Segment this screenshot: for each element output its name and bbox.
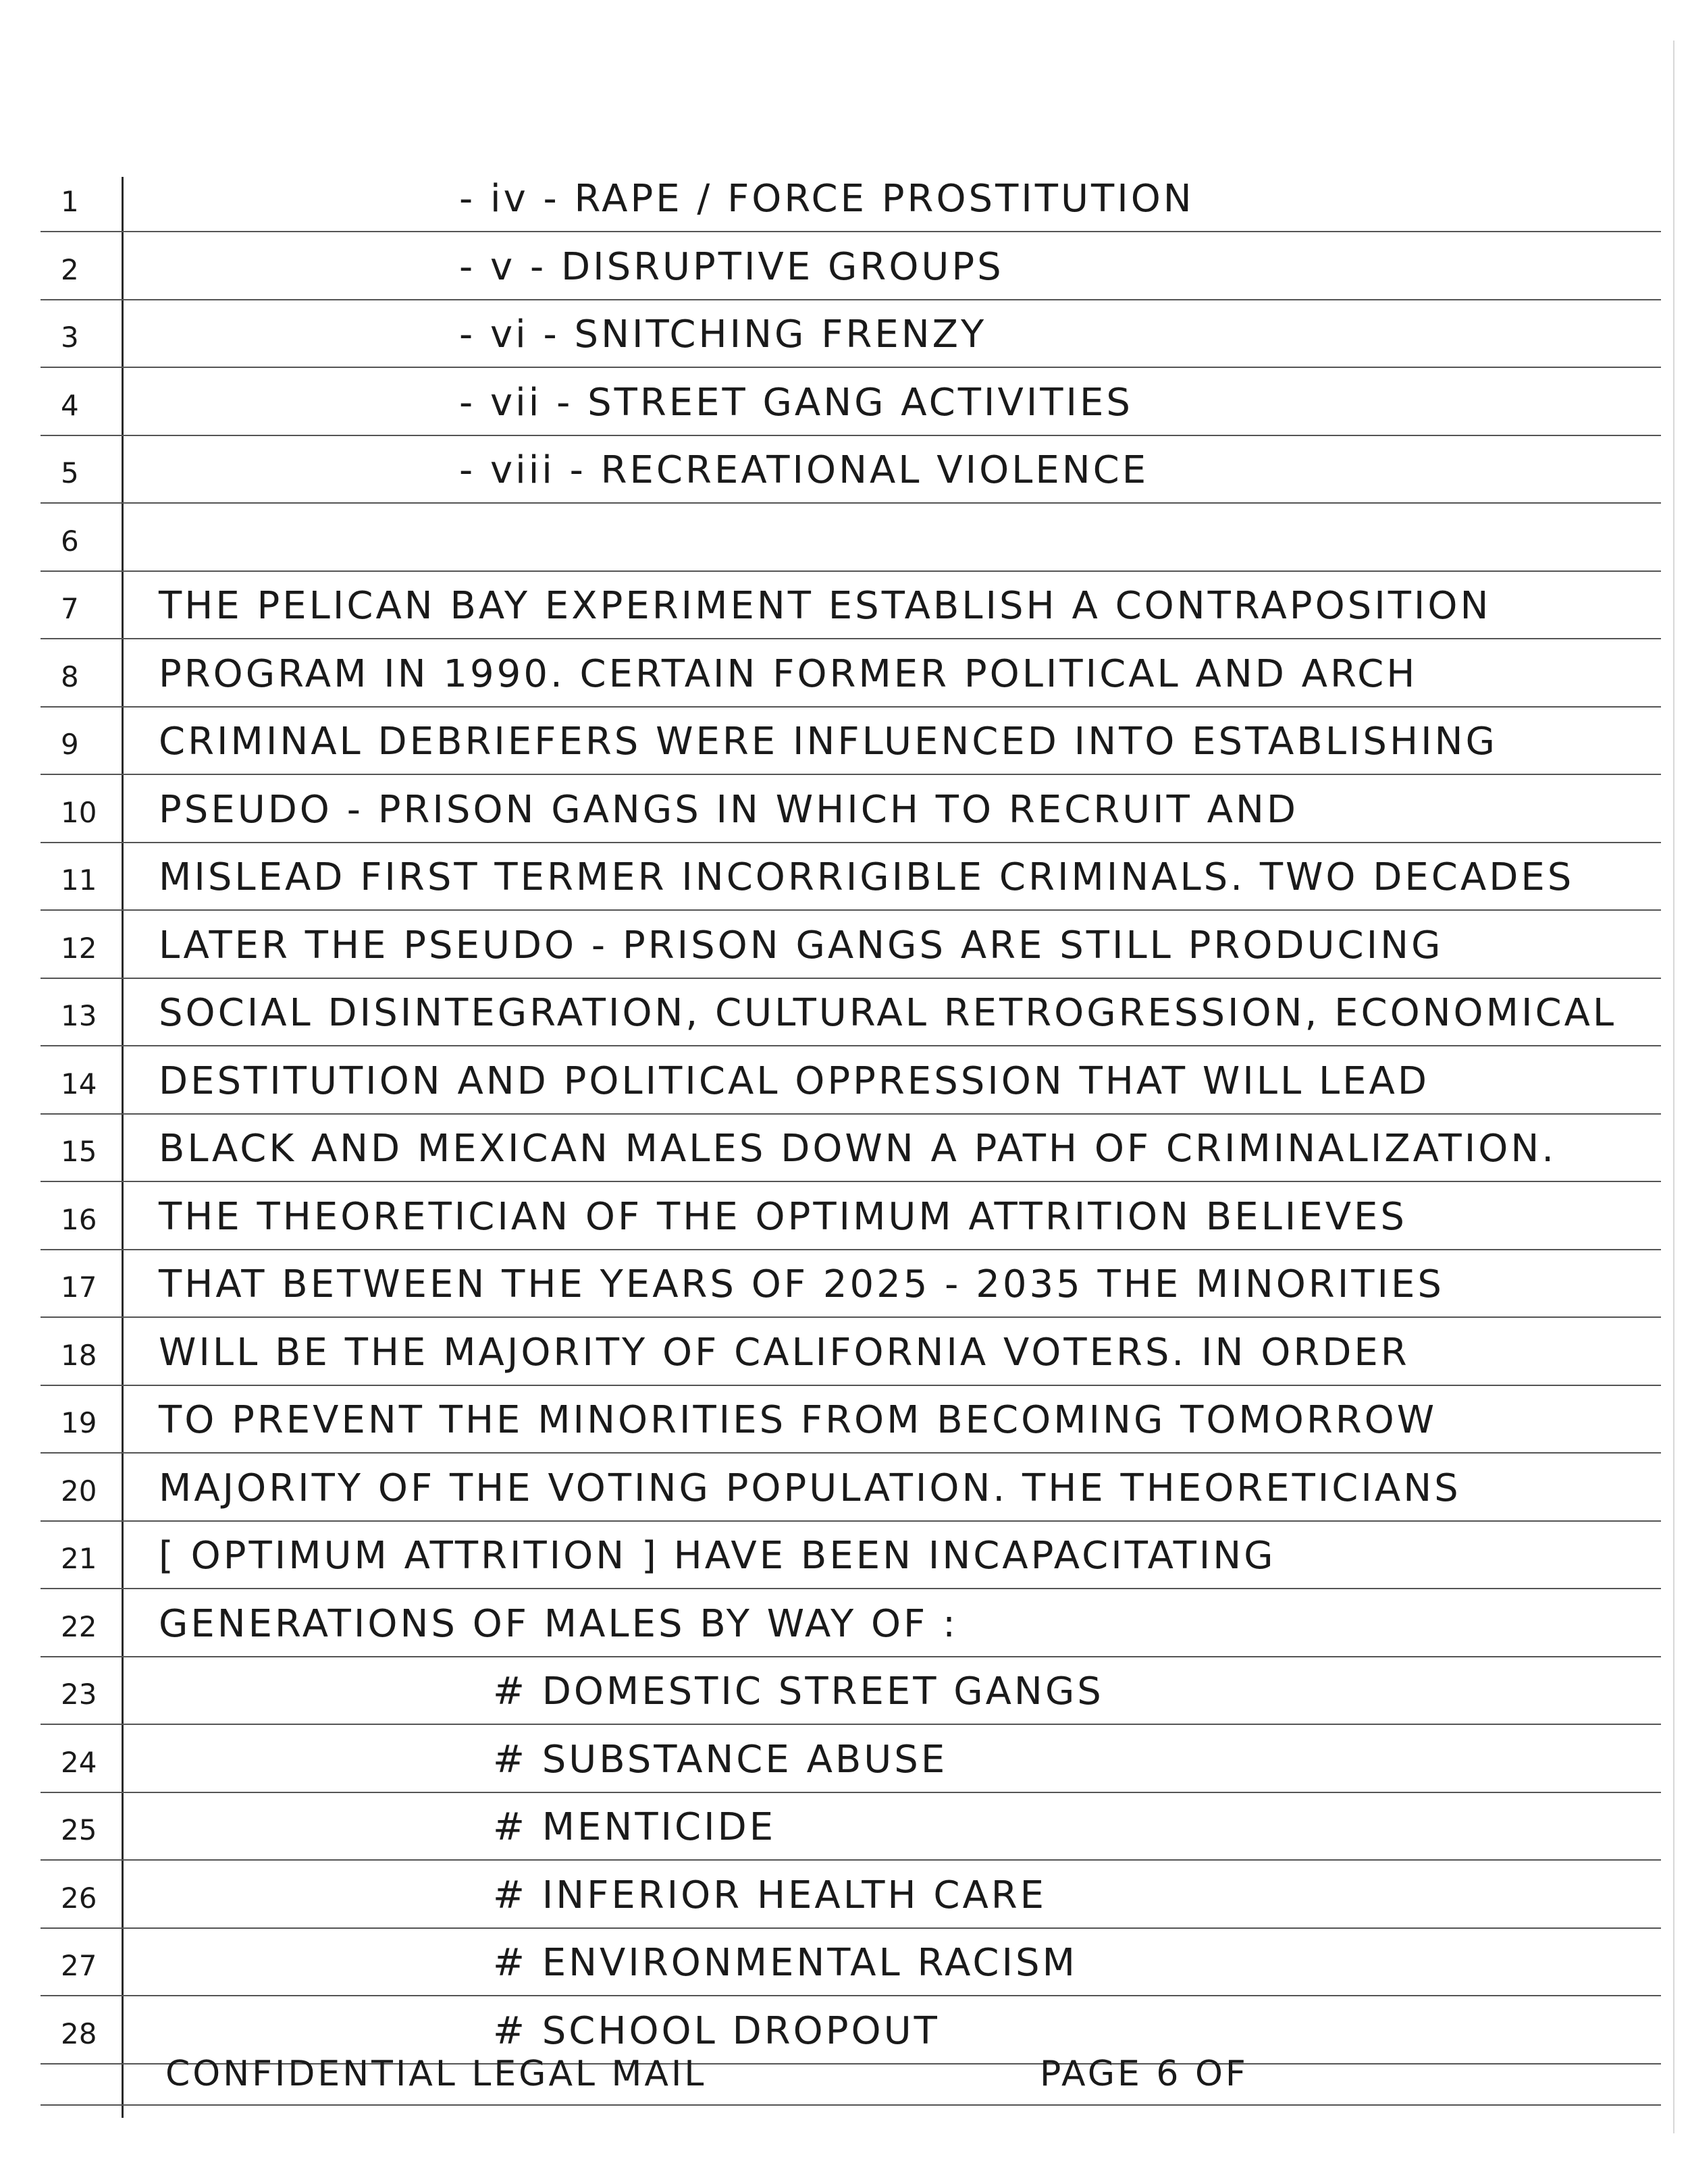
pleading-line (41, 572, 1661, 639)
page-footer (41, 2040, 1661, 2106)
line-number: 16 (61, 1203, 97, 1236)
pleading-line (41, 1250, 1661, 1318)
line-text: MISLEAD FIRST TERMER INCORRIGIBLE CRIMINALS. TWO DECADES (159, 855, 1575, 899)
line-text: # ENVIRONMENTAL RACISM (493, 1941, 1078, 1985)
line-text: BLACK AND MEXICAN MALES DOWN A PATH OF CRIMINALIZATION. (159, 1127, 1557, 1171)
line-text: SOCIAL DISINTEGRATION, CULTURAL RETROGRESSION, ECONOMICAL (159, 991, 1617, 1035)
line-number: 15 (61, 1135, 97, 1168)
line-text: GENERATIONS OF MALES BY WAY OF : (159, 1602, 958, 1646)
line-number: 3 (61, 321, 79, 354)
footer-page-number: PAGE 6 OF (1040, 2054, 1248, 2094)
line-number: 17 (61, 1271, 97, 1304)
pleading-line (41, 504, 1661, 572)
pleading-line (41, 1183, 1661, 1250)
line-text: PROGRAM IN 1990. CERTAIN FORMER POLITICAL AND ARCH (159, 652, 1418, 696)
line-text: # SCHOOL DROPOUT (493, 2009, 940, 2053)
right-edge-rule (1673, 41, 1674, 2133)
line-text: - v - DISRUPTIVE GROUPS (459, 245, 1004, 289)
line-text: # INFERIOR HEALTH CARE (493, 1873, 1047, 1917)
pleading-line (41, 708, 1661, 775)
line-text: # SUBSTANCE ABUSE (493, 1738, 948, 1782)
pleading-line (41, 436, 1661, 504)
line-number: 19 (61, 1406, 97, 1439)
line-text: PSEUDO - PRISON GANGS IN WHICH TO RECRUIT AND (159, 788, 1298, 832)
line-text: [ OPTIMUM ATTRITION ] HAVE BEEN INCAPACITATING (159, 1534, 1276, 1578)
pleading-line (41, 979, 1661, 1046)
pleading-line (41, 300, 1661, 368)
pleading-line (41, 776, 1661, 843)
pleading-line (41, 233, 1661, 300)
line-text: THE PELICAN BAY EXPERIMENT ESTABLISH A CONTRAPOSITION (159, 584, 1492, 628)
pleading-line (41, 1726, 1661, 1793)
line-text: - viii - RECREATIONAL VIOLENCE (459, 448, 1149, 492)
line-text: TO PREVENT THE MINORITIES FROM BECOMING TOMORROW (159, 1398, 1438, 1442)
pleading-line (41, 1657, 1661, 1725)
line-text: - iv - RAPE / FORCE PROSTITUTION (459, 177, 1194, 221)
line-number: 2 (61, 253, 79, 286)
line-text: MAJORITY OF THE VOTING POPULATION. THE THEORETICIANS (159, 1466, 1461, 1510)
line-number: 18 (61, 1339, 97, 1372)
line-number: 10 (61, 796, 97, 829)
line-number: 12 (61, 932, 97, 965)
line-text: - vii - STREET GANG ACTIVITIES (459, 381, 1133, 425)
line-text: # DOMESTIC STREET GANGS (493, 1670, 1104, 1713)
pleading-line (41, 1454, 1661, 1522)
line-number: 20 (61, 1474, 97, 1508)
line-text: DESTITUTION AND POLITICAL OPPRESSION THAT WILL LEAD (159, 1059, 1429, 1103)
line-text: # MENTICIDE (493, 1805, 776, 1849)
pleading-line (41, 911, 1661, 979)
pleading-line (41, 165, 1661, 232)
pleading-line (41, 640, 1661, 708)
pleading-line (41, 1115, 1661, 1182)
pleading-line (41, 369, 1661, 436)
pleading-line (41, 1522, 1661, 1589)
line-text: CRIMINAL DEBRIEFERS WERE INFLUENCED INTO ESTABLISHING (159, 720, 1498, 764)
line-number: 26 (61, 1882, 97, 1915)
line-number: 27 (61, 1949, 97, 1982)
line-number: 6 (61, 525, 79, 558)
line-number: 22 (61, 1610, 97, 1643)
pleading-line (41, 1386, 1661, 1454)
line-text: THAT BETWEEN THE YEARS OF 2025 - 2035 THE MINORITIES (159, 1262, 1444, 1306)
line-text: LATER THE PSEUDO - PRISON GANGS ARE STILL PRODUCING (159, 924, 1444, 967)
line-number: 25 (61, 1813, 97, 1846)
pleading-line (41, 1047, 1661, 1115)
line-text: THE THEORETICIAN OF THE OPTIMUM ATTRITION BELIEVES (159, 1195, 1407, 1239)
line-number: 11 (61, 863, 97, 897)
pleading-line (41, 1793, 1661, 1861)
pleading-line (41, 843, 1661, 911)
line-text: WILL BE THE MAJORITY OF CALIFORNIA VOTERS. IN ORDER (159, 1331, 1410, 1375)
line-number: 28 (61, 2017, 97, 2050)
line-number: 9 (61, 728, 79, 761)
pleading-line (41, 1590, 1661, 1657)
line-number: 24 (61, 1746, 97, 1779)
pleading-line (41, 1929, 1661, 1996)
pleading-line (41, 1319, 1661, 1386)
line-text: - vi - SNITCHING FRENZY (459, 313, 987, 356)
line-number: 23 (61, 1678, 97, 1711)
pleading-line (41, 1861, 1661, 1929)
line-number: 14 (61, 1067, 97, 1100)
line-number: 4 (61, 389, 79, 422)
line-number: 1 (61, 185, 79, 218)
line-number: 21 (61, 1542, 97, 1575)
line-number: 5 (61, 456, 79, 489)
line-number: 8 (61, 660, 79, 693)
line-number: 7 (61, 592, 79, 625)
line-number: 13 (61, 999, 97, 1032)
footer-confidential-label: CONFIDENTIAL LEGAL MAIL (165, 2054, 707, 2094)
